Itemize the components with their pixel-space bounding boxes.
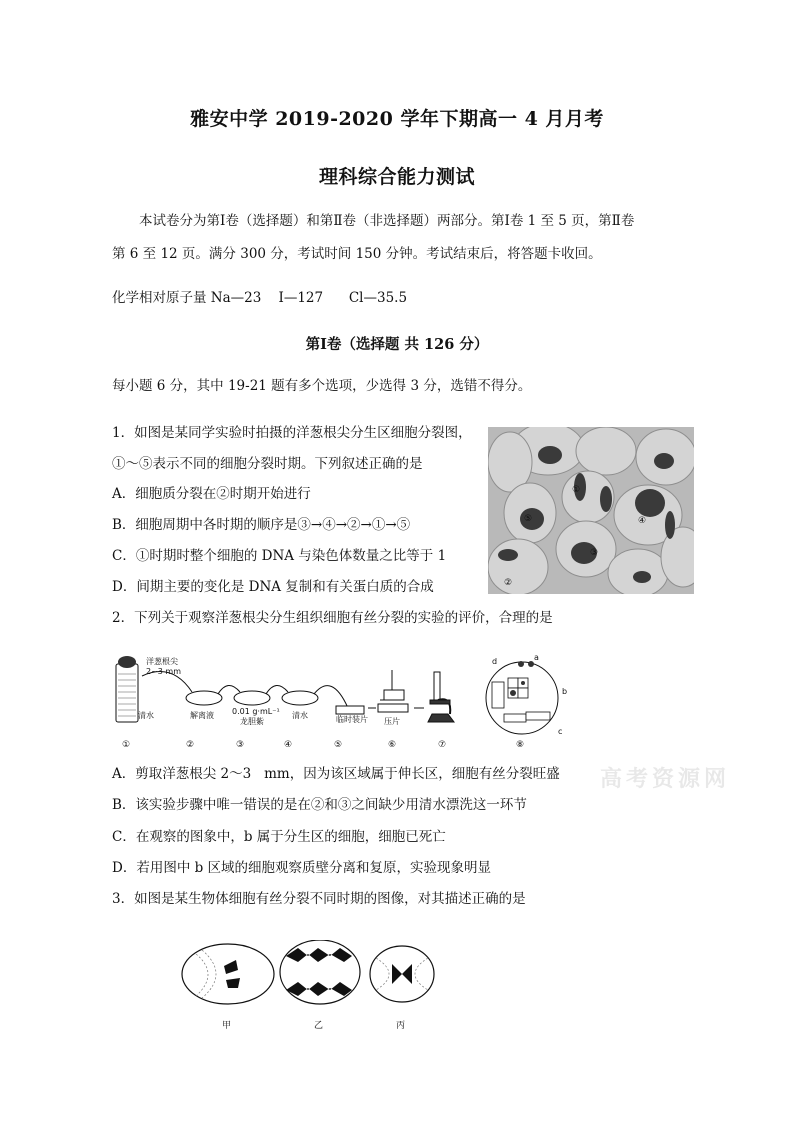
intro-line-2: 第 6 至 12 页。满分 300 分，考试时间 150 分钟。考试结束后，将答题卡收回。: [112, 246, 602, 262]
q1-option-d: D．间期主要的变化是 DNA 复制和有关蛋白质的合成: [112, 579, 434, 595]
section-title: 第Ⅰ卷（选择题 共 126 分）: [305, 336, 489, 353]
region-label-b: b: [562, 687, 568, 696]
region-label-a: a: [534, 653, 539, 662]
q2-option-b: B．该实验步骤中唯一错误的是在②和③之间缺少用清水漂洗这一环节: [112, 797, 527, 813]
dissociation-label: 解离液: [190, 711, 214, 720]
mitosis-stages-diagram: [180, 940, 440, 1032]
section-instruction: 每小题 6 分，其中 19-21 题有多个选项，少选得 3 分，选错不得分。: [112, 378, 532, 394]
step-number-6: ⑥: [388, 740, 397, 750]
onion-root-tip-experiment-diagram: [112, 652, 572, 752]
photo-label-1: ①: [572, 485, 581, 495]
stain-label: 龙胆紫: [240, 717, 264, 726]
photo-label-5: ⑤: [524, 514, 533, 524]
q2-option-d: D．若用图中 b 区域的细胞观察质壁分离和复原，实验现象明显: [112, 860, 492, 876]
q1-option-b: B．细胞周期中各时期的顺序是③→④→②→①→⑤: [112, 517, 411, 533]
intro-line-1: 本试卷分为第Ⅰ卷（选择题）和第Ⅱ卷（非选择题）两部分。第Ⅰ卷 1 至 5 页，第Ⅱ卷: [139, 213, 635, 229]
q1-stem-line-1: 1．如图是某同学实验时拍摄的洋葱根尖分生区细胞分裂图，: [112, 425, 472, 441]
exam-title: 雅安中学 2019-2020 学年下期高一 4 月月考: [190, 108, 604, 130]
atomic-mass-line: 化学相对原子量 Na—23 I—127 Cl—35.5: [112, 290, 408, 306]
press-label: 压片: [384, 717, 400, 726]
rinse-label: 清水: [292, 711, 308, 720]
step-number-5: ⑤: [334, 740, 343, 750]
root-tip-label: 洋葱根尖: [146, 657, 178, 666]
step-number-3: ③: [236, 740, 245, 750]
cell-division-micrograph: [488, 427, 694, 594]
region-label-c: c: [558, 727, 563, 736]
q2-option-c: C．在观察的图象中，b 属于分生区的细胞，细胞已死亡: [112, 829, 446, 845]
q1-option-a: A．细胞质分裂在②时期开始进行: [112, 486, 311, 502]
step-number-2: ②: [186, 740, 195, 750]
exam-subtitle: 理科综合能力测试: [318, 166, 475, 188]
water-label: 清水: [138, 711, 154, 720]
step-number-7: ⑦: [438, 740, 447, 750]
q1-stem-line-2: ①～⑤表示不同的细胞分裂时期。下列叙述正确的是: [112, 456, 423, 472]
step-number-4: ④: [284, 740, 293, 750]
stage-label-jia: 甲: [222, 1021, 232, 1031]
stage-label-yi: 乙: [314, 1021, 324, 1031]
watermark: 高考资源网: [600, 766, 731, 792]
q2-stem: 2．下列关于观察洋葱根尖分生组织细胞有丝分裂的实验的评价，合理的是: [112, 610, 553, 626]
root-length-label: 2~3 mm: [146, 667, 182, 676]
photo-label-2: ②: [504, 578, 513, 588]
step-number-1: ①: [122, 740, 131, 750]
stain-concentration-label: 0.01 g·mL⁻¹: [232, 707, 280, 716]
step-number-8: ⑧: [516, 740, 525, 750]
q1-option-c: C．①时期时整个细胞的 DNA 与染色体数量之比等于 1: [112, 548, 447, 564]
stage-label-bing: 丙: [396, 1021, 406, 1031]
q2-option-a: A．剪取洋葱根尖 2～3 mm，因为该区域属于伸长区，细胞有丝分裂旺盛: [112, 766, 560, 782]
mount-label: 临时装片: [336, 715, 368, 724]
q3-stem: 3．如图是某生物体细胞有丝分裂不同时期的图像，对其描述正确的是: [112, 891, 526, 907]
photo-label-3: ③: [590, 548, 599, 558]
photo-label-4: ④: [638, 516, 647, 526]
region-label-d: d: [492, 657, 498, 666]
